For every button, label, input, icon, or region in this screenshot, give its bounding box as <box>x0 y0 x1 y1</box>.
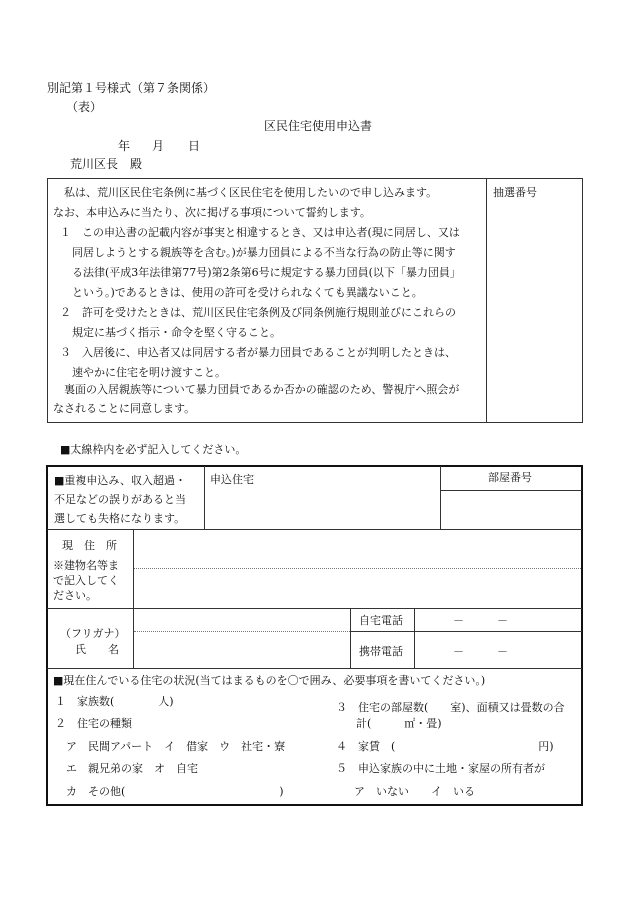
pledge-line: １ この申込書の記載内容が事実と相違するとき、又は申込者(現に同居し、又は <box>60 226 460 239</box>
divider <box>47 529 582 530</box>
pledge-line: 同居しようとする親族等を含む。)が暴力団員による不当な行為の防止等に関す <box>72 246 456 259</box>
address-label: 現 住 所 <box>62 539 117 552</box>
family-count-item[interactable]: １ 家族数( 人) <box>55 695 174 708</box>
room-count-item[interactable]: ３ 住宅の部屋数( 室)、面積又は畳数の合 <box>336 701 565 714</box>
pledge-line: なされることに同意します。 <box>53 402 196 415</box>
divider <box>350 608 351 668</box>
housing-field[interactable] <box>205 487 439 527</box>
pledge-line: 裏面の入居親族等について暴力団員であるか否かの確認のため、警視庁へ照会が <box>64 383 460 396</box>
name-field[interactable] <box>135 633 349 667</box>
pledge-divider <box>486 178 487 423</box>
owner-item: ５ 申込家族の中に土地・家屋の所有者が <box>336 762 545 775</box>
lottery-number-label: 抽選番号 <box>493 186 537 199</box>
address-field[interactable] <box>135 531 581 606</box>
housing-status-heading: ■現在住んでいる住宅の状況(当てはまるものを〇で囲み、必要事項を書いてください。) <box>53 674 486 687</box>
furigana-label: （フリガナ） <box>60 627 126 640</box>
housing-type-options[interactable]: ア 民間アパート イ 借家 ウ 社宅・寮 <box>66 740 286 753</box>
address-note: で記入してく <box>53 574 119 587</box>
room-area-item[interactable]: 計( ㎡・畳) <box>356 717 442 730</box>
room-number-field[interactable] <box>441 491 581 528</box>
addressee: 荒川区長 殿 <box>70 157 143 171</box>
home-phone-field[interactable]: － － <box>453 614 508 627</box>
warning-text: 不足などの誤りがあると当 <box>54 493 186 506</box>
page-title: 区民住宅使用申込書 <box>264 119 373 133</box>
warning-text: 選しても失格になります。 <box>54 512 186 525</box>
housing-type-item: ２ 住宅の種類 <box>55 717 132 730</box>
pledge-line: なお、本申込みに当たり、次に掲げる事項について誓約します。 <box>53 206 371 219</box>
divider <box>47 608 582 609</box>
address-note: ※建物名等ま <box>53 559 119 572</box>
mobile-phone-field[interactable]: － － <box>453 645 508 658</box>
address-note: ださい。 <box>53 589 97 602</box>
warning-text: ■重複申込み、収入超過・ <box>54 474 187 487</box>
form-side-label: （表） <box>66 100 103 114</box>
room-number-label: 部屋番号 <box>488 471 532 484</box>
housing-type-other[interactable]: カ その他( ) <box>66 785 284 798</box>
pledge-line: 規定に基づく指示・命令を堅く守ること。 <box>72 326 281 339</box>
rent-item[interactable]: ４ 家賃 ( 円) <box>336 740 554 753</box>
housing-label: 申込住宅 <box>210 473 254 486</box>
divider <box>133 608 134 668</box>
pledge-line: 私は、荒川区民住宅条例に基づく区民住宅を使用したいので申し込みます。 <box>64 186 438 199</box>
pledge-line: という。)であるときは、使用の許可を受けられなくても異議ないこと。 <box>72 286 423 299</box>
pledge-line: ３ 入居後に、申込者又は同居する者が暴力団員であることが判明したときは、 <box>60 346 456 359</box>
pledge-line: ２ 許可を受けたときは、荒川区民住宅条例及び同条例施行規則並びにこれらの <box>60 306 456 319</box>
divider <box>414 608 415 668</box>
date-month-label: 月 <box>152 139 165 153</box>
required-note: ■太線枠内を必ず記入してください。 <box>60 443 247 456</box>
date-year-label: 年 <box>118 139 131 153</box>
housing-type-options[interactable]: エ 親兄弟の家 オ 自宅 <box>66 762 198 775</box>
name-label: 氏 名 <box>75 643 119 656</box>
divider <box>47 668 582 669</box>
home-phone-label: 自宅電話 <box>359 614 403 627</box>
form-number: 別記第１号様式（第７条関係） <box>47 81 216 95</box>
pledge-line: る法律(平成3年法律第77号)第2条第6号に規定する暴力団員(以下「暴力団員」 <box>72 266 461 279</box>
furigana-dotted-line <box>134 631 350 632</box>
date-day-label: 日 <box>188 139 201 153</box>
divider <box>350 631 582 632</box>
mobile-phone-label: 携帯電話 <box>359 645 403 658</box>
furigana-field[interactable] <box>135 610 349 630</box>
pledge-line: 速やかに住宅を明け渡すこと。 <box>72 366 226 379</box>
owner-options[interactable]: ア いない イ いる <box>354 785 475 798</box>
